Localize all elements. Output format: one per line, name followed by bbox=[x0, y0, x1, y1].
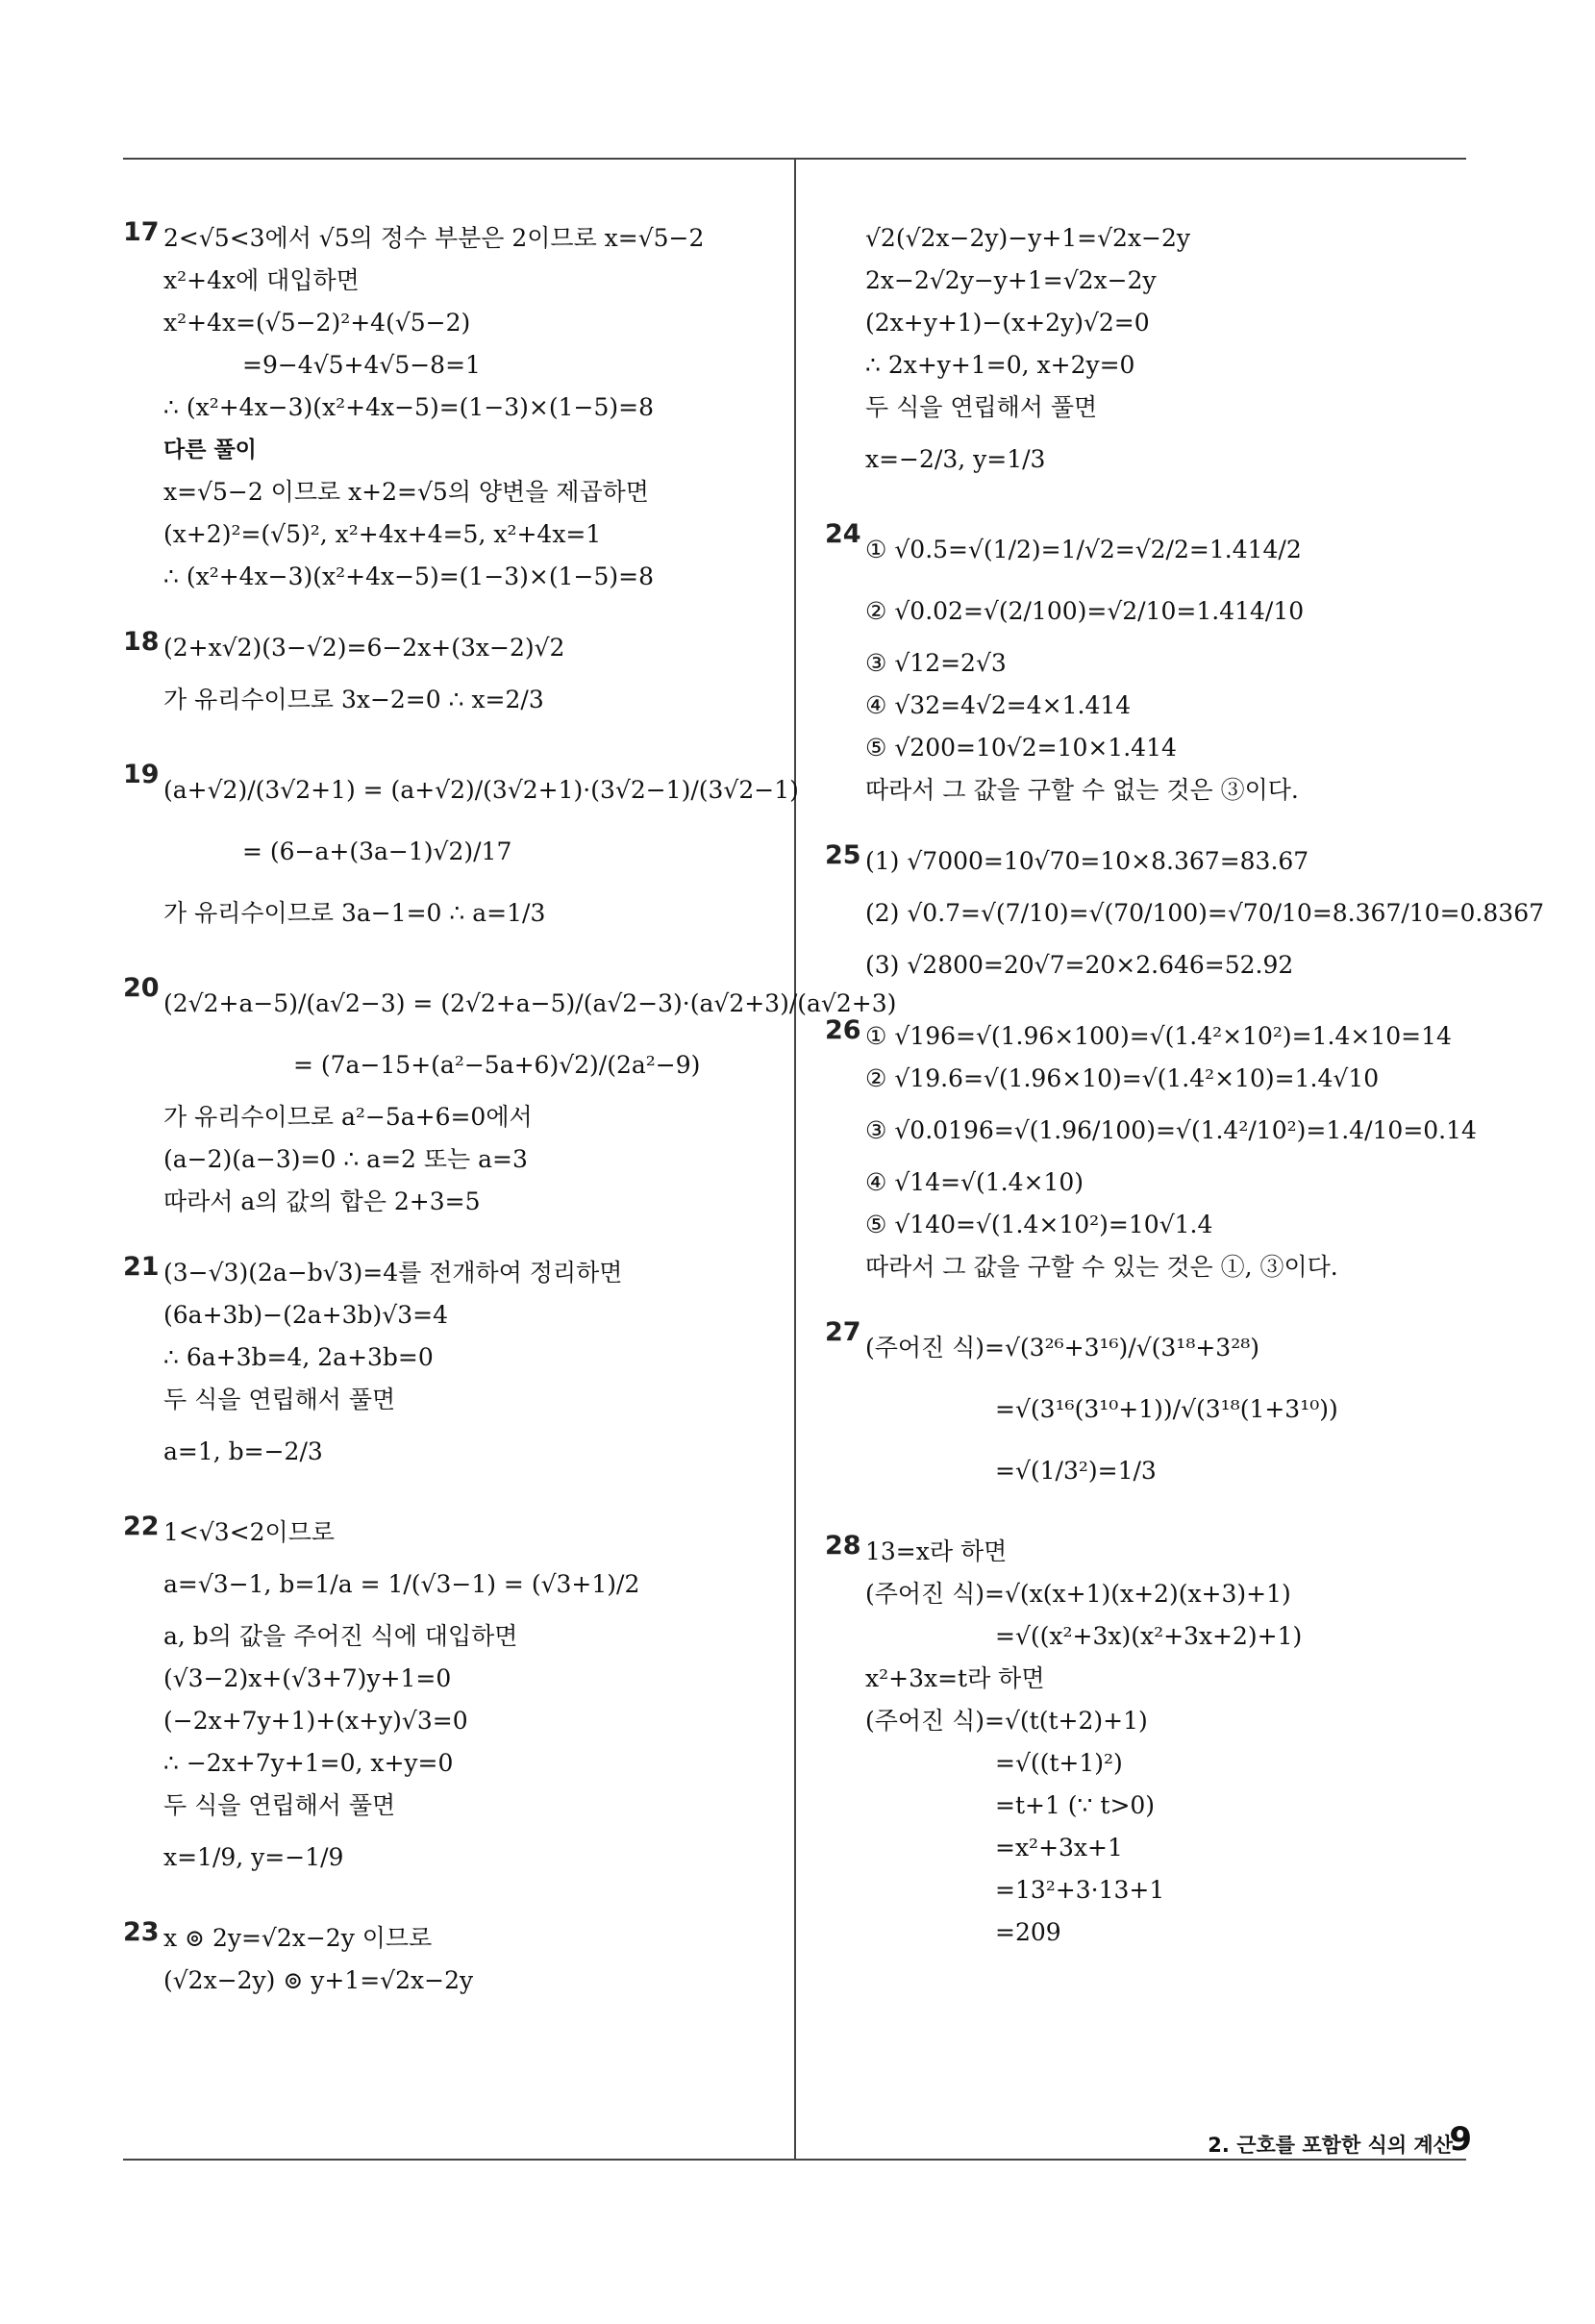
problem-number: 28 bbox=[825, 1531, 861, 1561]
solution-line: 1<√3<2이므로 bbox=[163, 1518, 335, 1546]
problem-23 bbox=[123, 1917, 777, 2002]
solution-line: ∴ 6a+3b=4, 2a+3b=0 bbox=[163, 1343, 434, 1371]
problem-number: 27 bbox=[825, 1317, 861, 1347]
problem-26 bbox=[825, 1015, 1477, 1288]
solution-line: ① √0.5=√(1/2)=1/√2=√2/2=1.414/2 bbox=[865, 536, 1302, 563]
solution-line: a=√3−1, b=1/a = 1/(√3−1) = (√3+1)/2 bbox=[163, 1570, 640, 1598]
solution-line: (주어진 식)=√(t(t+2)+1) bbox=[865, 1707, 1148, 1735]
solution-line: (2) √0.7=√(7/10)=√(70/100)=√70/10=8.367/10=0.8367 bbox=[865, 899, 1545, 927]
solution-line: x=1/9, y=−1/9 bbox=[163, 1843, 344, 1871]
problem-number: 26 bbox=[825, 1015, 861, 1045]
problem-number: 18 bbox=[123, 627, 160, 657]
solution-line: ∴ (x²+4x−3)(x²+4x−5)=(1−3)×(1−5)=8 bbox=[163, 393, 654, 421]
problem-number: 21 bbox=[123, 1252, 160, 1282]
problem-number: 20 bbox=[123, 973, 160, 1003]
solution-line: =√((t+1)²) bbox=[995, 1749, 1123, 1777]
solution-line: ② √19.6=√(1.96×10)=√(1.4²×10)=1.4√10 bbox=[865, 1064, 1380, 1092]
problem-number: 23 bbox=[123, 1917, 160, 1947]
solution-line: ⑤ √140=√(1.4×10²)=10√1.4 bbox=[865, 1211, 1213, 1238]
solution-line: 가 유리수이므로 3x−2=0 ∴ x=2/3 bbox=[163, 686, 544, 713]
solution-line: =9−4√5+4√5−8=1 bbox=[242, 351, 481, 379]
problem-number: 17 bbox=[123, 217, 160, 247]
solution-line: 가 유리수이므로 a²−5a+6=0에서 bbox=[163, 1103, 533, 1131]
solution-line: 2<√5<3에서 √5의 정수 부분은 2이므로 x=√5−2 bbox=[163, 224, 705, 252]
solution-line: =√((x²+3x)(x²+3x+2)+1) bbox=[995, 1622, 1303, 1650]
column-divider bbox=[794, 160, 796, 2159]
solution-line: 따라서 a의 값의 합은 2+3=5 bbox=[163, 1187, 481, 1215]
problem-28 bbox=[825, 1531, 1466, 1954]
solution-line: =√(3¹⁶(3¹⁰+1))/√(3¹⁸(1+3¹⁰)) bbox=[995, 1395, 1338, 1423]
solution-line: 13=x라 하면 bbox=[865, 1537, 1008, 1565]
solution-line: (2√2+a−5)/(a√2−3) = (2√2+a−5)/(a√2−3)·(a√2+3)/(a√2+3) bbox=[163, 989, 897, 1017]
problem-24 bbox=[825, 519, 1466, 812]
solution-line: (3) √2800=20√7=20×2.646=52.92 bbox=[865, 951, 1294, 979]
problem-19 bbox=[123, 760, 799, 944]
problem-number: 24 bbox=[825, 519, 861, 549]
problem-22 bbox=[123, 1512, 777, 1888]
solution-line: =x²+3x+1 bbox=[995, 1834, 1123, 1862]
solution-line: (−2x+7y+1)+(x+y)√3=0 bbox=[163, 1707, 468, 1735]
alt-solution-label: 다른 풀이 bbox=[163, 437, 257, 462]
problem-number: 22 bbox=[123, 1512, 160, 1541]
solution-line: x=−2/3, y=1/3 bbox=[865, 445, 1046, 473]
solution-line: a=1, b=−2/3 bbox=[163, 1437, 323, 1465]
solution-line: x ⊚ 2y=√2x−2y 이므로 bbox=[163, 1924, 433, 1952]
solution-line: 따라서 그 값을 구할 수 있는 것은 ①, ③이다. bbox=[865, 1253, 1338, 1281]
solution-line: a, b의 값을 주어진 식에 대입하면 bbox=[163, 1622, 518, 1650]
solution-line: =t+1 (∵ t>0) bbox=[995, 1791, 1156, 1819]
solution-line: = (6−a+(3a−1)√2)/17 bbox=[242, 837, 512, 865]
solution-line: x=√5−2 이므로 x+2=√5의 양변을 제곱하면 bbox=[163, 478, 649, 506]
solution-line: √2(√2x−2y)−y+1=√2x−2y bbox=[865, 224, 1191, 252]
bottom-rule bbox=[123, 2159, 1466, 2161]
solution-line: 2x−2√2y−y+1=√2x−2y bbox=[865, 266, 1157, 294]
solution-line: (2+x√2)(3−√2)=6−2x+(3x−2)√2 bbox=[163, 634, 565, 662]
solution-line: ∴ (x²+4x−3)(x²+4x−5)=(1−3)×(1−5)=8 bbox=[163, 562, 654, 590]
solution-line: (6a+3b)−(2a+3b)√3=4 bbox=[163, 1301, 448, 1329]
solution-line: (a−2)(a−3)=0 ∴ a=2 또는 a=3 bbox=[163, 1145, 528, 1173]
solution-line: (√3−2)x+(√3+7)y+1=0 bbox=[163, 1664, 452, 1692]
solution-line: ③ √12=2√3 bbox=[865, 649, 1007, 677]
solution-line: ② √0.02=√(2/100)=√2/10=1.414/10 bbox=[865, 597, 1305, 625]
solution-line: (주어진 식)=√(x(x+1)(x+2)(x+3)+1) bbox=[865, 1580, 1291, 1608]
solution-line: (3−√3)(2a−b√3)=4를 전개하여 정리하면 bbox=[163, 1259, 623, 1287]
solution-line: 가 유리수이므로 3a−1=0 ∴ a=1/3 bbox=[163, 899, 546, 927]
problem-cont bbox=[825, 217, 1466, 490]
solution-line: =√(1/3²)=1/3 bbox=[995, 1457, 1157, 1485]
problem-25 bbox=[825, 840, 1545, 987]
problem-27 bbox=[825, 1317, 1466, 1502]
solution-line: ① √196=√(1.96×100)=√(1.4²×10²)=1.4×10=14 bbox=[865, 1022, 1452, 1050]
solution-line: (a+√2)/(3√2+1) = (a+√2)/(3√2+1)·(3√2−1)/(3√2−1) bbox=[163, 776, 799, 804]
page-number: 9 bbox=[1449, 2120, 1472, 2159]
solution-line: 두 식을 연립해서 풀면 bbox=[865, 393, 1098, 421]
problem-21 bbox=[123, 1252, 777, 1483]
solution-line: (2x+y+1)−(x+2y)√2=0 bbox=[865, 309, 1150, 337]
solution-line: = (7a−15+(a²−5a+6)√2)/(2a²−9) bbox=[293, 1051, 701, 1079]
solution-line: (x+2)²=(√5)², x²+4x+4=5, x²+4x=1 bbox=[163, 520, 602, 548]
solution-line: ④ √32=4√2=4×1.414 bbox=[865, 691, 1132, 719]
solution-line: x²+4x=(√5−2)²+4(√5−2) bbox=[163, 309, 471, 337]
solution-line: x²+4x에 대입하면 bbox=[163, 266, 360, 294]
solution-line: (주어진 식)=√(3²⁶+3¹⁶)/√(3¹⁸+3²⁸) bbox=[865, 1334, 1259, 1362]
solution-line: (1) √7000=10√70=10×8.367=83.67 bbox=[865, 847, 1309, 875]
solution-line: ⑤ √200=10√2=10×1.414 bbox=[865, 734, 1177, 762]
problem-number: 19 bbox=[123, 760, 160, 789]
solution-line: ③ √0.0196=√(1.96/100)=√(1.4²/10²)=1.4/10=0.14 bbox=[865, 1116, 1477, 1144]
solution-line: ④ √14=√(1.4×10) bbox=[865, 1168, 1084, 1196]
solution-line: =209 bbox=[995, 1918, 1061, 1946]
solution-line: 따라서 그 값을 구할 수 없는 것은 ③이다. bbox=[865, 776, 1299, 804]
solution-line: x²+3x=t라 하면 bbox=[865, 1664, 1045, 1692]
right-column bbox=[825, 217, 1545, 1983]
solution-line: =13²+3·13+1 bbox=[995, 1876, 1165, 1904]
solution-line: 두 식을 연립해서 풀면 bbox=[163, 1386, 396, 1413]
solution-line: 두 식을 연립해서 풀면 bbox=[163, 1791, 396, 1819]
solution-line: ∴ −2x+7y+1=0, x+y=0 bbox=[163, 1749, 454, 1777]
solution-line: ∴ 2x+y+1=0, x+2y=0 bbox=[865, 351, 1135, 379]
problem-18 bbox=[123, 627, 777, 731]
solution-line: (√2x−2y) ⊚ y+1=√2x−2y bbox=[163, 1966, 474, 1994]
problem-number: 25 bbox=[825, 840, 861, 870]
problem-17 bbox=[123, 217, 777, 598]
footer-section-title: 2. 근호를 포함한 식의 계산 bbox=[1208, 2134, 1453, 2157]
